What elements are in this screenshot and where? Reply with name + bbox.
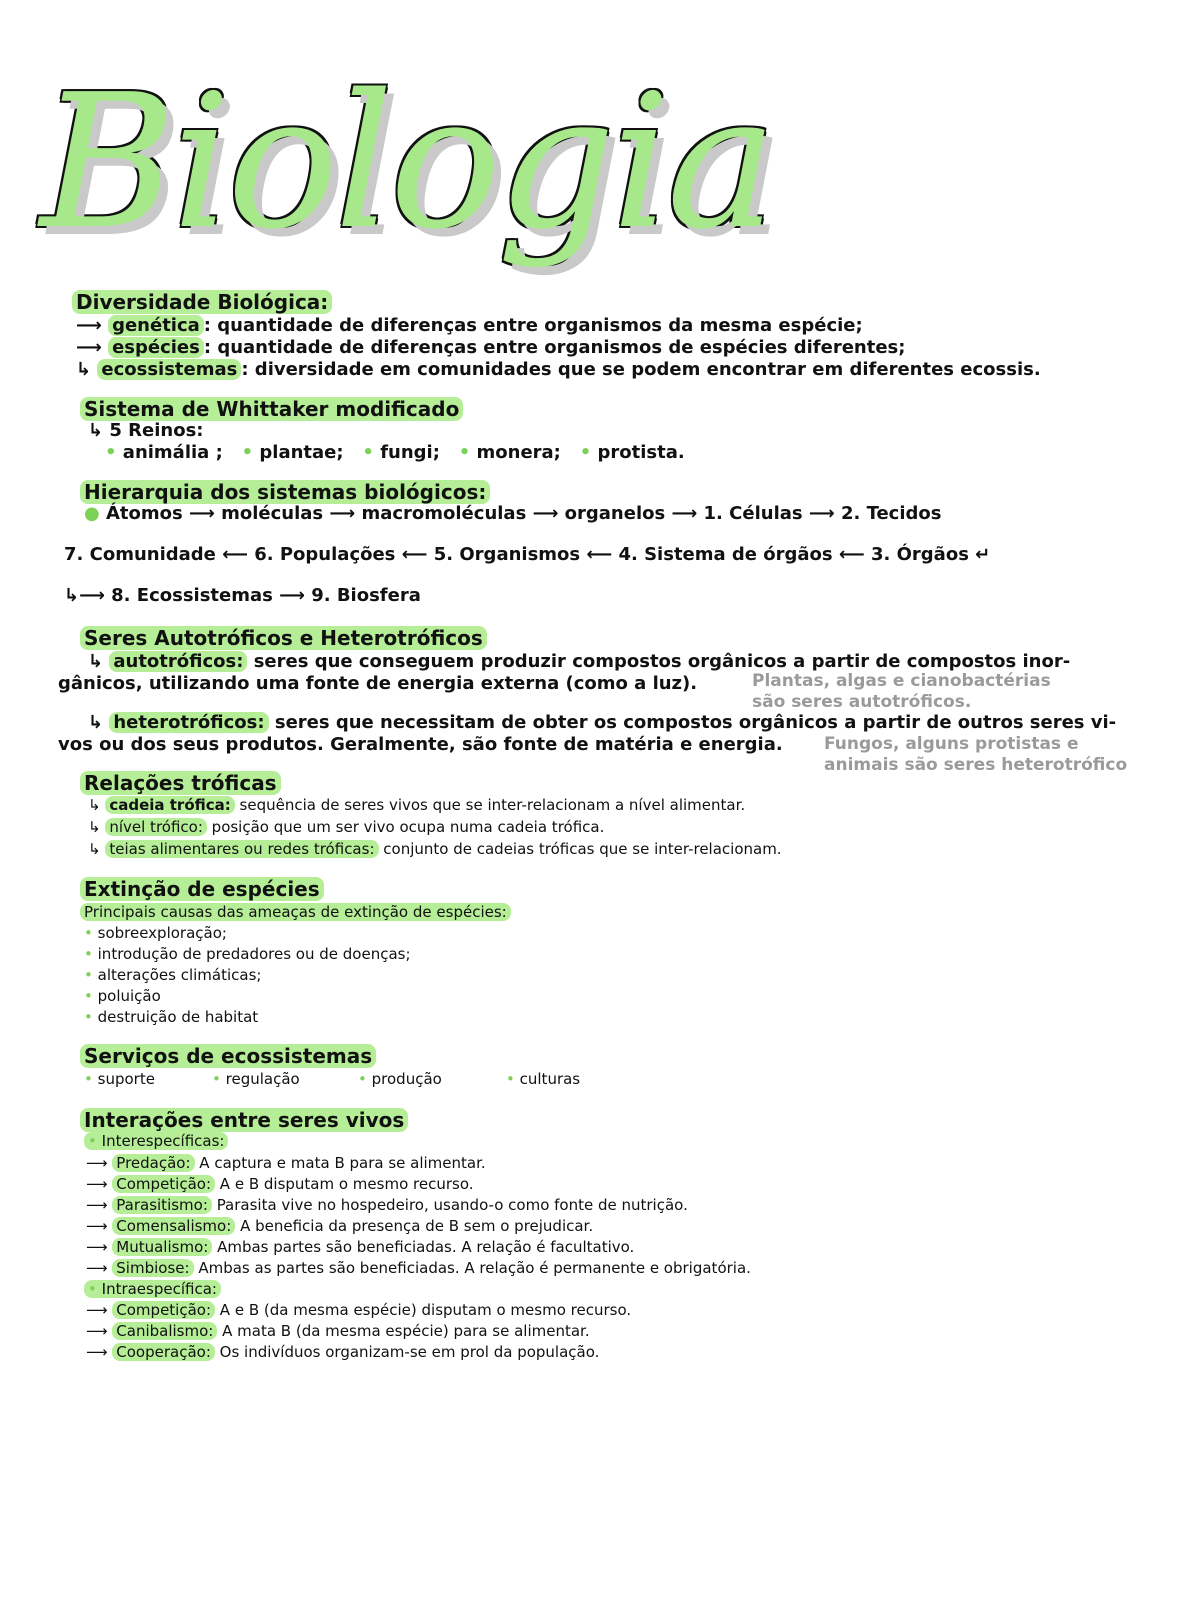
list-item: ↳ cadeia trófica: sequência de seres vivos que se inter-relacionam a nível alimentar. xyxy=(88,796,746,814)
section-heading-servicos: Serviços de ecossistemas xyxy=(80,1044,376,1068)
reinos-list: • animália ; • plantae; • fungi; • monera; • protista. xyxy=(105,442,685,463)
list-item: • alterações climáticas; xyxy=(84,966,262,984)
side-note-heterotroficos: Fungos, alguns protistas e animais são seres heterotrófico xyxy=(824,734,1128,775)
heterotroficos-line-1: ↳ heterotróficos: seres que necessitam de obter os compostos orgânicos a partir de outros seres vi- xyxy=(88,712,1117,733)
list-item: ⟶ genética : quantidade de diferenças entre organismos da mesma espécie; xyxy=(76,315,863,336)
list-item: ⟶ Parasitismo: Parasita vive no hospedeiro, usando-o como fonte de nutrição. xyxy=(86,1196,688,1214)
list-item: ⟶ espécies : quantidade de diferenças entre organismos de espécies diferentes; xyxy=(76,337,906,358)
page-title: Biologia xyxy=(40,54,773,270)
hierarchy-row-1: ● Átomos ⟶ moléculas ⟶ macromoléculas ⟶ organelos ⟶ 1. Células ⟶ 2. Tecidos xyxy=(84,503,942,524)
side-note-autotroficos: Plantas, algas e cianobactérias são seres autotróficos. xyxy=(752,671,1051,712)
section-heading-interacoes: Interações entre seres vivos xyxy=(80,1108,408,1132)
list-item: ⟶ Comensalismo: A beneficia da presença de B sem o prejudicar. xyxy=(86,1217,594,1235)
hierarchy-row-3: ↳⟶ 8. Ecossistemas ⟶ 9. Biosfera xyxy=(64,585,421,606)
hierarchy-row-2: 7. Comunidade ⟵ 6. Populações ⟵ 5. Organismos ⟵ 4. Sistema de órgãos ⟵ 3. Órgãos ↵ xyxy=(64,544,991,565)
list-item: • produção xyxy=(358,1070,442,1088)
autotroficos-line-1: ↳ autotróficos: seres que conseguem produzir compostos orgânicos a partir de compostos inor- xyxy=(88,651,1071,672)
list-item: ↳ teias alimentares ou redes tróficas: conjunto de cadeias tróficas que se inter-relacionam. xyxy=(88,840,782,858)
section-heading-hierarquia: Hierarquia dos sistemas biológicos: xyxy=(80,480,490,504)
list-item: ↳ ecossistemas : diversidade em comunidades que se podem encontrar em diferentes ecossis. xyxy=(76,359,1041,380)
sub-heading: ↳ 5 Reinos: xyxy=(88,420,204,441)
list-item: ⟶ Canibalismo: A mata B (da mesma espécie) para se alimentar. xyxy=(86,1322,590,1340)
section-heading-extincao: Extinção de espécies xyxy=(80,877,324,901)
section-heading-relacoes: Relações tróficas xyxy=(80,771,281,795)
list-item: • introdução de predadores ou de doenças; xyxy=(84,945,411,963)
heterotroficos-line-2: vos ou dos seus produtos. Geralmente, são fonte de matéria e energia. xyxy=(58,734,783,755)
list-item: • regulação xyxy=(212,1070,300,1088)
section-heading-diversidade: Diversidade Biológica: xyxy=(72,290,332,314)
list-item: ⟶ Simbiose: Ambas as partes são beneficiadas. A relação é permanente e obrigatória. xyxy=(86,1259,751,1277)
sub-heading: • Intraespecífica: xyxy=(84,1280,221,1298)
sub-heading: Principais causas das ameaças de extinção de espécies: xyxy=(80,903,511,921)
list-item: ↳ nível trófico: posição que um ser vivo ocupa numa cadeia trófica. xyxy=(88,818,605,836)
list-item: • culturas xyxy=(506,1070,581,1088)
section-heading-autotroficos: Seres Autotróficos e Heterotróficos xyxy=(80,626,487,650)
list-item: • destruição de habitat xyxy=(84,1008,259,1026)
list-item: • poluição xyxy=(84,987,161,1005)
list-item: ⟶ Competição: A e B (da mesma espécie) disputam o mesmo recurso. xyxy=(86,1301,632,1319)
section-heading-whittaker: Sistema de Whittaker modificado xyxy=(80,397,463,421)
autotroficos-line-2: gânicos, utilizando uma fonte de energia externa (como a luz). xyxy=(58,673,698,694)
sub-heading: • Interespecíficas: xyxy=(84,1132,228,1150)
list-item: ⟶ Competição: A e B disputam o mesmo recurso. xyxy=(86,1175,474,1193)
list-item: • sobreexploração; xyxy=(84,924,227,942)
list-item: ⟶ Predação: A captura e mata B para se alimentar. xyxy=(86,1154,486,1172)
list-item: ⟶ Mutualismo: Ambas partes são beneficiadas. A relação é facultativo. xyxy=(86,1238,635,1256)
list-item: ⟶ Cooperação: Os indivíduos organizam-se em prol da população. xyxy=(86,1343,600,1361)
list-item: • suporte xyxy=(84,1070,155,1088)
